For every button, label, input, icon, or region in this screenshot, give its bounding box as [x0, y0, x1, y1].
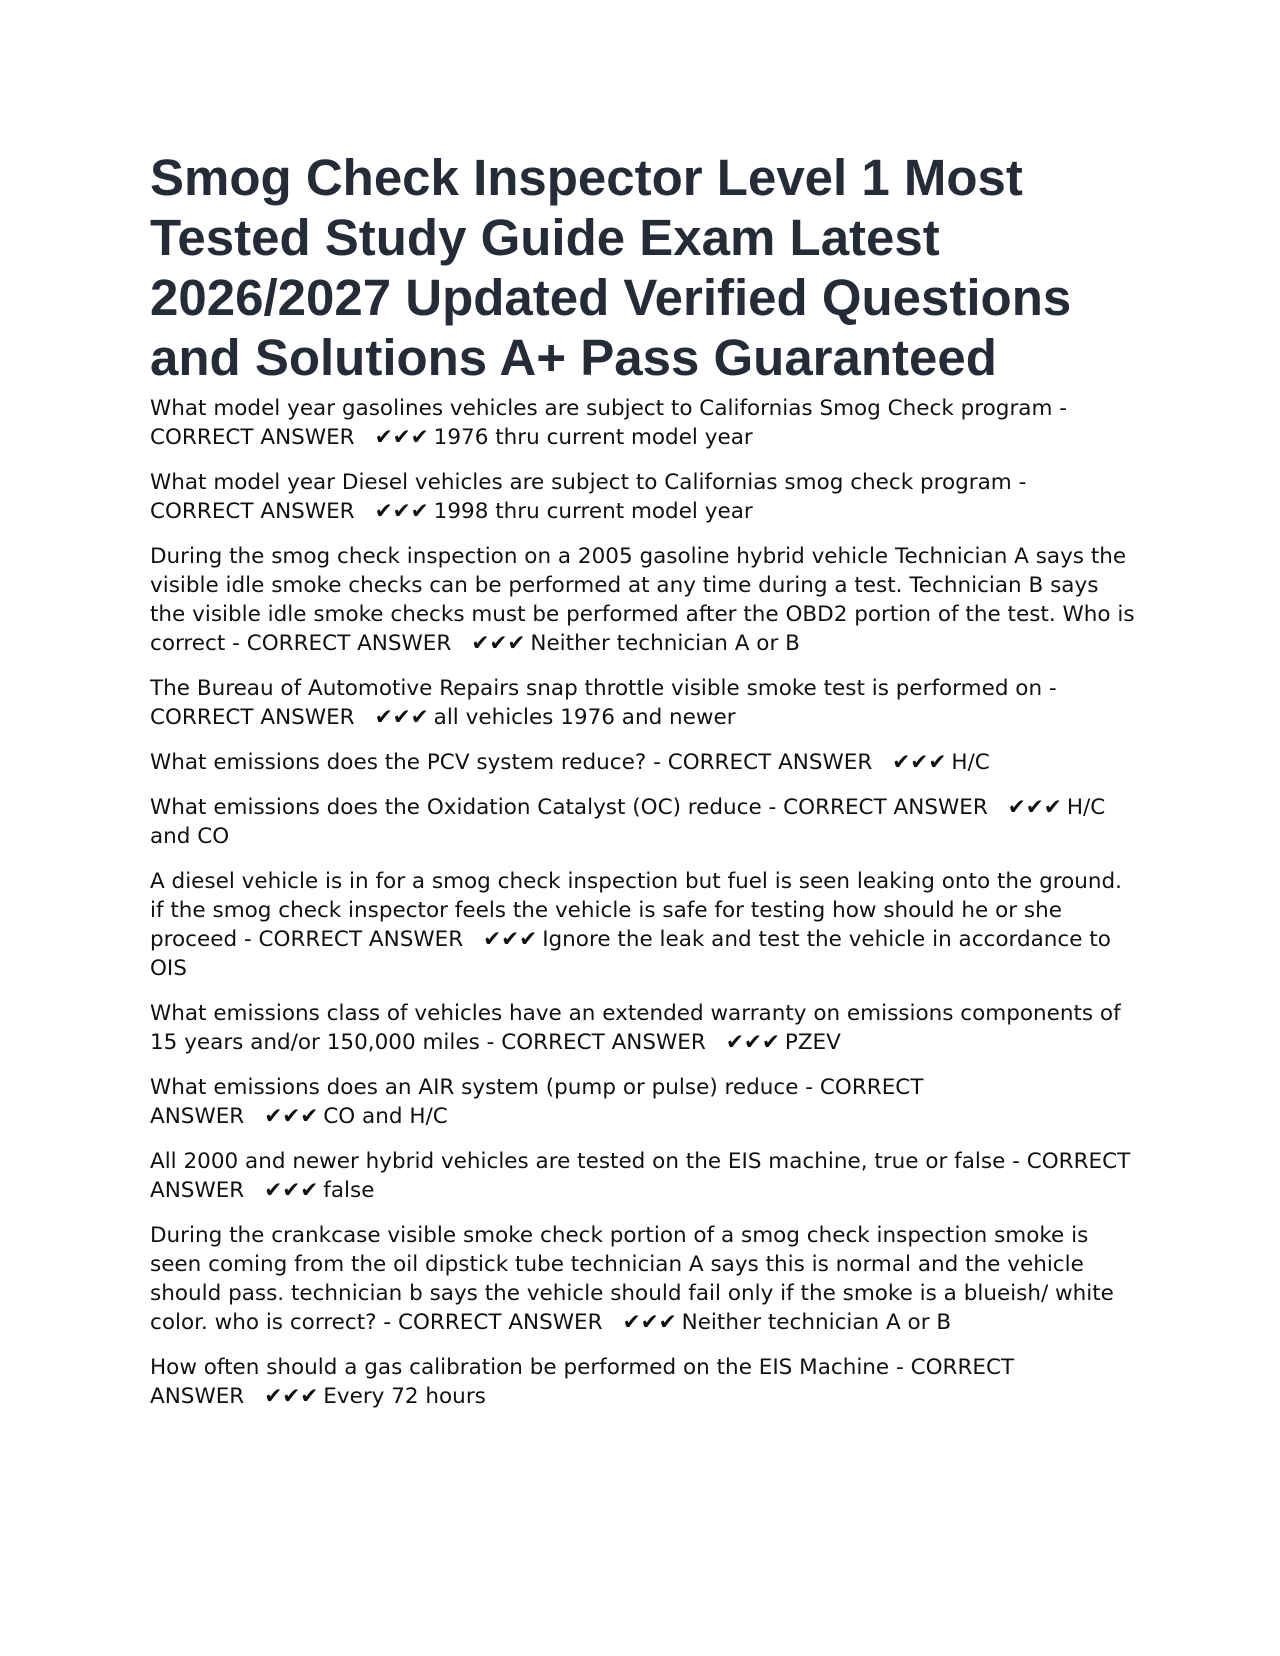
answer-text: Ignore the leak and test the vehicle in accordance to OIS: [150, 927, 1111, 981]
answer-label: CORRECT ANSWER: [150, 1355, 1015, 1409]
answer-text: CO and H/C: [323, 1104, 448, 1129]
question-text: What model year Diesel vehicles are subject to Californias smog check program -: [150, 470, 1027, 495]
answer-label: CORRECT ANSWER: [150, 705, 355, 730]
question-text: How often should a gas calibration be performed on the EIS Machine -: [150, 1355, 911, 1380]
check-marks-icon: ✔✔✔: [483, 927, 538, 952]
check-marks-icon: ✔✔✔: [374, 425, 429, 450]
document-page: [150, 148, 1135, 1427]
qa-item: [150, 1221, 1135, 1337]
document-title: Smog Check Inspector Level 1 Most Tested Study Guide Exam Latest 2026/2027 Updated Verified Questions and Solutions A+ Pass Guaranteed: [150, 149, 1072, 386]
question-text: The Bureau of Automotive Repairs snap throttle visible smoke test is performed on -: [150, 676, 1057, 701]
answer-text: all vehicles 1976 and newer: [433, 705, 736, 730]
answer-text: 1998 thru current model year: [433, 499, 753, 524]
qa-item: [150, 1147, 1135, 1205]
qa-item: [150, 999, 1135, 1057]
answer-text: PZEV: [784, 1030, 841, 1055]
question-text: What emissions does the Oxidation Catalyst (OC) reduce -: [150, 795, 784, 820]
check-marks-icon: ✔✔✔: [264, 1104, 319, 1129]
answer-text: Every 72 hours: [323, 1384, 486, 1409]
qa-item: [150, 674, 1135, 732]
question-text: What emissions does the PCV system reduce? -: [150, 750, 668, 775]
answer-text: H/C and CO: [150, 795, 1106, 849]
answer-label: CORRECT ANSWER: [246, 631, 452, 656]
question-text: All 2000 and newer hybrid vehicles are tested on the EIS machine, true or false -: [150, 1149, 1027, 1174]
qa-item: [150, 468, 1135, 526]
answer-label: CORRECT ANSWER: [397, 1310, 603, 1335]
qa-item: [150, 394, 1135, 452]
question-text: During the smog check inspection on a 2005 gasoline hybrid vehicle Technician A says the visible idle smoke checks can be performed at any time during a test. Technician B says the visible idle smoke checks must be performed after the OBD2 portion of the test. Who is correct -: [150, 544, 1135, 656]
answer-label: CORRECT ANSWER: [150, 425, 355, 450]
qa-item: [150, 542, 1135, 658]
answer-label: CORRECT ANSWER: [150, 1149, 1131, 1203]
answer-label: CORRECT ANSWER: [150, 1075, 924, 1129]
qa-item: [150, 1073, 1135, 1131]
answer-text: Neither technician A or B: [530, 631, 800, 656]
qa-item: [150, 793, 1135, 851]
question-text: What emissions does an AIR system (pump or pulse) reduce -: [150, 1075, 820, 1100]
answer-text: Neither technician A or B: [681, 1310, 952, 1335]
answer-label: CORRECT ANSWER: [258, 927, 464, 952]
check-marks-icon: ✔✔✔: [725, 1030, 780, 1055]
check-marks-icon: ✔✔✔: [264, 1384, 319, 1409]
answer-label: CORRECT ANSWER: [150, 499, 355, 524]
answer-text: H/C: [951, 750, 990, 775]
check-marks-icon: ✔✔✔: [374, 705, 429, 730]
check-marks-icon: ✔✔✔: [622, 1310, 677, 1335]
check-marks-icon: ✔✔✔: [1007, 795, 1062, 820]
question-text: A diesel vehicle is in for a smog check inspection but fuel is seen leaking onto the ground. if the smog check inspector feels the vehicle is safe for testing how should he or she proceed -: [150, 869, 1122, 952]
question-text: What model year gasolines vehicles are subject to Californias Smog Check program -: [150, 396, 1068, 421]
check-marks-icon: ✔✔✔: [471, 631, 526, 656]
question-text: What emissions class of vehicles have an extended warranty on emissions components of 15 years and/or 150,000 miles -: [150, 1001, 1121, 1055]
answer-label: CORRECT ANSWER: [501, 1030, 706, 1055]
check-marks-icon: ✔✔✔: [264, 1178, 319, 1203]
qa-item: [150, 867, 1135, 983]
answer-text: false: [323, 1178, 375, 1203]
qa-item: [150, 1353, 1135, 1411]
qa-item: [150, 748, 1135, 777]
question-text: During the crankcase visible smoke check portion of a smog check inspection smoke is seen coming from the oil dipstick tube technician A says this is normal and the vehicle should pass. technician b says the vehicle should fail only if the smoke is a blueish/ white color. who is correct? -: [150, 1223, 1114, 1335]
check-marks-icon: ✔✔✔: [892, 750, 947, 775]
check-marks-icon: ✔✔✔: [374, 499, 429, 524]
answer-label: CORRECT ANSWER: [667, 750, 873, 775]
answer-text: 1976 thru current model year: [433, 425, 753, 450]
qa-list: [150, 394, 1135, 1411]
answer-label: CORRECT ANSWER: [783, 795, 988, 820]
